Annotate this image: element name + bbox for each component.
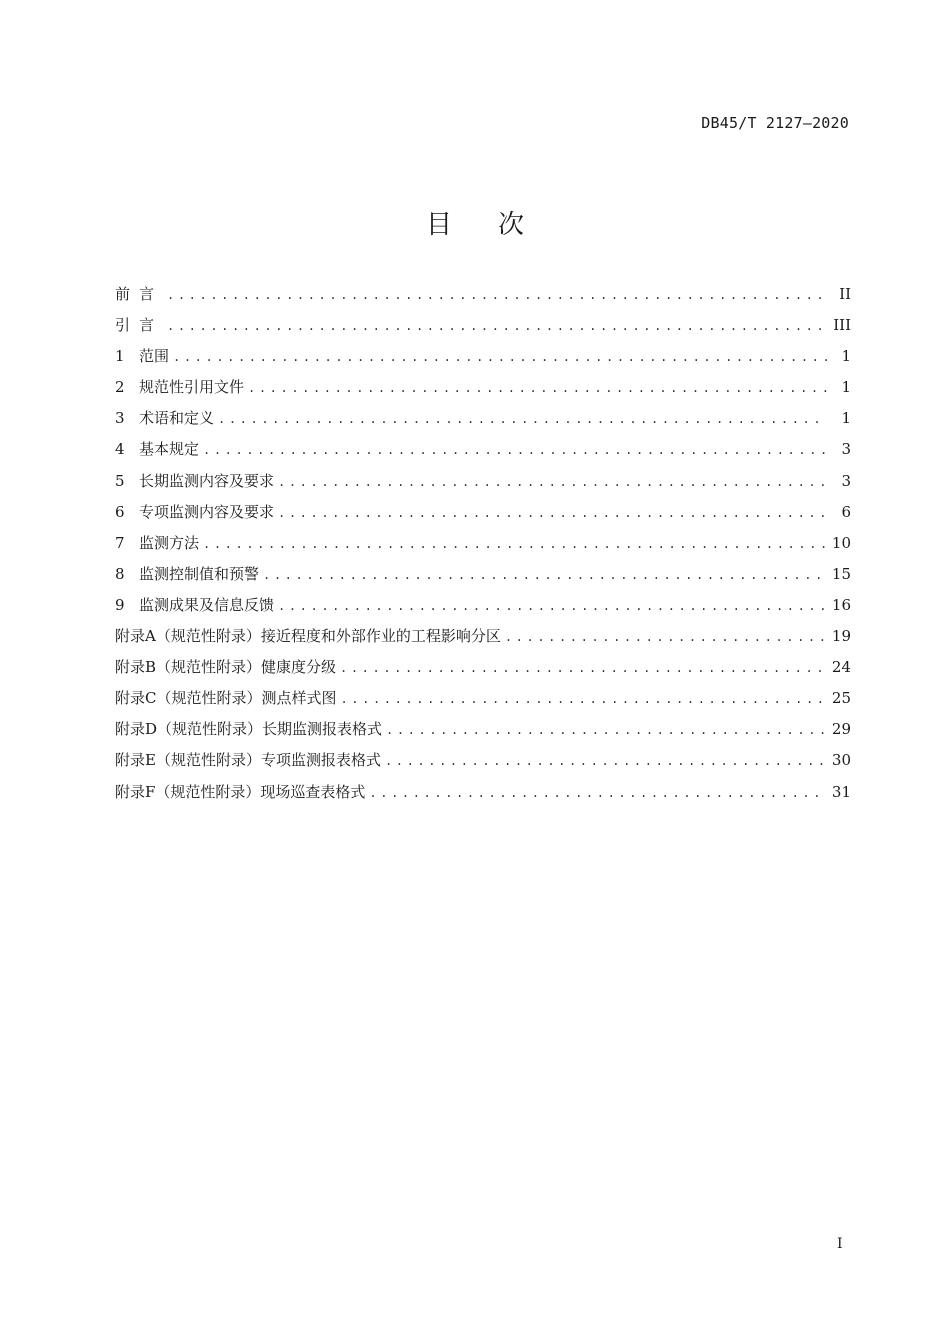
dot-leader	[173, 350, 827, 364]
toc-entry[interactable]	[115, 314, 851, 345]
toc-entry-label: 前言	[115, 285, 164, 303]
dot-leader	[263, 568, 826, 582]
toc-entry-page: 31	[831, 782, 851, 801]
dot-leader	[218, 412, 827, 426]
toc-entry-label: 术语和定义	[139, 409, 215, 428]
toc-entry[interactable]	[115, 345, 851, 376]
toc-entry-page: 30	[831, 751, 851, 770]
toc-entry-label: 监测方法	[139, 533, 200, 552]
toc-entry-page: 19	[831, 627, 851, 646]
toc-entry-page: III	[833, 316, 851, 335]
toc-entry[interactable]	[115, 718, 851, 749]
dot-leader	[505, 630, 826, 644]
dot-leader	[203, 537, 826, 551]
toc-title-right: 次	[498, 210, 525, 240]
toc-entry-number: 2	[115, 378, 125, 397]
toc-entry-page: 29	[831, 720, 851, 739]
toc-entry[interactable]	[115, 407, 851, 438]
toc-entry[interactable]	[115, 532, 851, 563]
toc-entry-page: II	[839, 285, 851, 303]
toc-entry-page: 6	[841, 502, 851, 521]
toc-entry-number: 5	[115, 471, 125, 490]
dot-leader	[167, 319, 827, 333]
toc-entry[interactable]	[115, 656, 851, 687]
toc-entry[interactable]	[115, 749, 851, 780]
toc-entry-number: 6	[115, 502, 125, 521]
toc-entry-number: 1	[115, 347, 125, 366]
toc-entry-page: 15	[831, 564, 851, 583]
toc-entry-label: 基本规定	[139, 440, 200, 459]
toc-entry-label: 附录A（规范性附录）接近程度和外部作业的工程影响分区	[115, 627, 501, 646]
toc-entry-label: 附录B（规范性附录）健康度分级	[115, 658, 337, 677]
page-number: I	[837, 1236, 843, 1252]
toc-entry-label: 长期监测内容及要求	[139, 471, 275, 490]
toc-entry[interactable]	[115, 781, 851, 812]
toc-title	[0, 204, 950, 241]
toc-entry-label: 专项监测内容及要求	[139, 502, 275, 521]
toc-entry[interactable]	[115, 501, 851, 532]
toc-entry-page: 16	[831, 595, 851, 614]
toc-entry-page: 1	[841, 378, 851, 397]
toc-entry[interactable]	[115, 594, 851, 625]
toc-entry-page: 3	[841, 440, 851, 459]
toc-entry[interactable]	[115, 438, 851, 469]
toc-entry-number: 7	[115, 533, 125, 552]
toc-entry-page: 10	[831, 533, 851, 552]
toc-entry-number: 3	[115, 409, 125, 428]
toc-entry-page: 24	[831, 658, 851, 677]
dot-leader	[203, 443, 827, 457]
dot-leader	[385, 754, 826, 768]
toc-entry-page: 25	[831, 689, 851, 708]
toc-entry-label: 附录D（规范性附录）长期监测报表格式	[115, 720, 383, 739]
dot-leader	[369, 786, 825, 800]
toc-entry-label: 范围	[139, 347, 170, 366]
toc-entry-label: 监测控制值和预警	[139, 564, 260, 583]
dot-leader	[386, 723, 826, 737]
toc-entry-page: 1	[841, 347, 851, 366]
toc-title-left: 目	[425, 210, 452, 240]
toc-entry-label: 附录C（规范性附录）测点样式图	[115, 689, 337, 708]
toc-entry-label: 附录E（规范性附录）专项监测报表格式	[115, 751, 381, 770]
dot-leader	[340, 692, 825, 706]
dot-leader	[248, 381, 827, 395]
dot-leader	[278, 599, 826, 613]
toc-entry-label: 附录F（规范性附录）现场巡查表格式	[115, 782, 366, 801]
toc-entry-number: 4	[115, 440, 125, 459]
toc-entry[interactable]	[115, 376, 851, 407]
dot-leader	[340, 661, 826, 675]
dot-leader	[278, 506, 827, 520]
document-code: DB45/T 2127—2020	[701, 114, 849, 132]
toc-entry-page: 3	[841, 471, 851, 490]
toc-list	[115, 283, 851, 812]
toc-entry[interactable]	[115, 563, 851, 594]
dot-leader	[278, 475, 827, 489]
toc-entry[interactable]	[115, 625, 851, 656]
toc-entry[interactable]	[115, 470, 851, 501]
toc-entry-page: 1	[841, 409, 851, 428]
toc-entry-label: 引言	[115, 316, 164, 335]
dot-leader	[167, 288, 827, 302]
toc-entry-number: 9	[115, 595, 125, 614]
toc-entry[interactable]	[115, 687, 851, 718]
toc-entry-label: 监测成果及信息反馈	[139, 595, 275, 614]
toc-entry[interactable]	[115, 283, 851, 314]
toc-entry-number: 8	[115, 564, 125, 583]
toc-entry-label: 规范性引用文件	[139, 378, 245, 397]
